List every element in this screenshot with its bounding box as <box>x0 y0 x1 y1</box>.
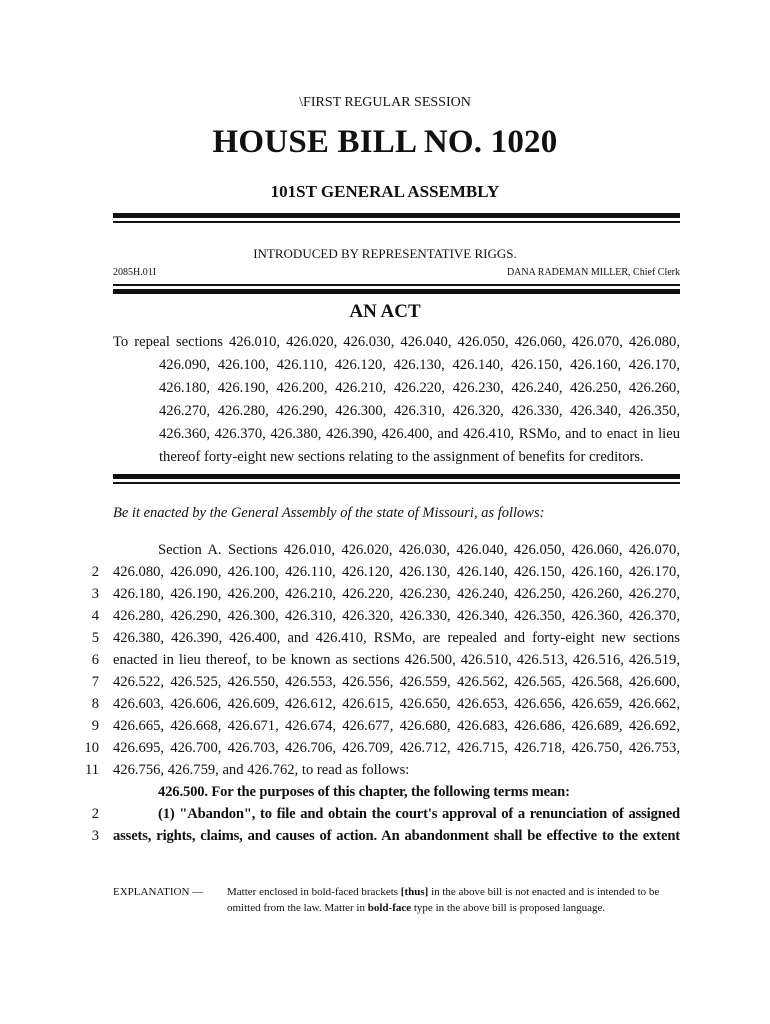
header-rule-thin <box>113 221 680 223</box>
meta-row <box>113 267 680 278</box>
line-text: 426.603, 426.606, 426.609, 426.612, 426.615, 426.650, 426.653, 426.656, 426.659, 426.662, <box>113 696 680 712</box>
bold-face-example: bold-face <box>367 902 412 914</box>
act-title <box>113 331 680 470</box>
line-number: 10 <box>84 740 99 756</box>
line-number: 4 <box>91 608 99 624</box>
enacting-clause: Be it enacted by the General Assembly of the state of Missouri, as follows: <box>113 505 545 521</box>
session-label: \FIRST REGULAR SESSION <box>299 95 471 110</box>
explanation-label: EXPLANATION — <box>113 886 204 898</box>
line-number: 5 <box>91 630 99 646</box>
act-title-line: 426.090, 426.100, 426.110, 426.120, 426.130, 426.140, 426.150, 426.160, 426.170, <box>159 357 680 374</box>
title-rule-thick <box>113 474 680 479</box>
meta-rule-thin <box>113 284 680 286</box>
line-text: 426.080, 426.090, 426.100, 426.110, 426.120, 426.130, 426.140, 426.150, 426.160, 426.170, <box>113 564 680 580</box>
bracket-example: [thus] <box>400 886 429 898</box>
explanation-part: in the above bill is not enacted and is intended to be omitted from the law. Matter in <box>227 886 660 914</box>
line-number: 3 <box>91 828 99 844</box>
line-text: 426.280, 426.290, 426.300, 426.310, 426.320, 426.330, 426.340, 426.350, 426.360, 426.370, <box>113 608 680 624</box>
act-title-line: thereof forty-eight new sections relating to the assignment of benefits for creditors. <box>159 449 644 466</box>
line-number: 3 <box>91 586 99 602</box>
header-rule-thick <box>113 213 680 218</box>
line-text: 426.665, 426.668, 426.671, 426.674, 426.677, 426.680, 426.683, 426.686, 426.689, 426.692, <box>113 718 680 734</box>
line-text: 426.695, 426.700, 426.703, 426.706, 426.709, 426.712, 426.715, 426.718, 426.750, 426.753, <box>113 740 680 756</box>
body-line <box>0 561 770 583</box>
body-line <box>0 583 770 605</box>
general-assembly: 101ST GENERAL ASSEMBLY <box>270 182 500 201</box>
bill-body <box>0 539 770 847</box>
act-title-line: 426.270, 426.280, 426.290, 426.300, 426.310, 426.320, 426.330, 426.340, 426.350, <box>159 403 680 420</box>
line-text: 426.522, 426.525, 426.550, 426.553, 426.556, 426.559, 426.562, 426.565, 426.568, 426.600, <box>113 674 680 690</box>
body-line <box>0 605 770 627</box>
line-number: 2 <box>91 564 99 580</box>
act-heading: AN ACT <box>349 301 421 322</box>
title-rule-thin <box>113 482 680 484</box>
section-heading: 426.500. For the purposes of this chapter, the following terms mean: <box>158 784 570 800</box>
chief-clerk: DANA RADEMAN MILLER, Chief Clerk <box>506 267 680 278</box>
body-line <box>0 671 770 693</box>
line-number: 11 <box>84 762 99 778</box>
explanation-text <box>227 884 680 916</box>
meta-rule-thick <box>113 289 680 294</box>
line-number: 2 <box>91 806 99 822</box>
bill-title: HOUSE BILL NO. 1020 <box>212 124 558 160</box>
line-text: Section A. Sections 426.010, 426.020, 426.030, 426.040, 426.050, 426.060, 426.070, <box>158 542 680 558</box>
body-line <box>0 627 770 649</box>
line-text: enacted in lieu thereof, to be known as sections 426.500, 426.510, 426.513, 426.516, 426.519, <box>113 652 680 668</box>
line-text: assets, rights, claims, and causes of action. An abandonment shall be effective to the extent <box>113 828 680 844</box>
body-line <box>0 539 770 561</box>
explanation-part: Matter enclosed in bold-faced brackets <box>227 886 401 898</box>
document-code: 2085H.01I <box>113 267 157 278</box>
act-title-line: 426.360, 426.370, 426.380, 426.390, 426.400, and 426.410, RSMo, and to enact in lieu <box>159 426 680 443</box>
line-text: (1) "Abandon", to file and obtain the court's approval of a renunciation of assigned <box>158 806 680 822</box>
introduced-by: INTRODUCED BY REPRESENTATIVE RIGGS. <box>253 246 517 261</box>
body-line <box>0 759 770 781</box>
line-text: 426.756, 426.759, and 426.762, to read as follows: <box>113 762 410 778</box>
explanation-part: type in the above bill is proposed language. <box>411 902 606 914</box>
body-line <box>0 803 770 825</box>
line-number: 8 <box>91 696 99 712</box>
body-line <box>0 825 770 847</box>
act-title-line: To repeal sections 426.010, 426.020, 426.030, 426.040, 426.050, 426.060, 426.070, 426.080, <box>113 334 680 350</box>
act-title-line: 426.180, 426.190, 426.200, 426.210, 426.220, 426.230, 426.240, 426.250, 426.260, <box>159 380 680 397</box>
body-line <box>0 715 770 737</box>
body-line <box>0 649 770 671</box>
line-number: 7 <box>91 674 99 690</box>
body-line <box>0 693 770 715</box>
line-text: 426.180, 426.190, 426.200, 426.210, 426.220, 426.230, 426.240, 426.250, 426.260, 426.270, <box>113 586 680 602</box>
body-line <box>0 737 770 759</box>
line-text: 426.380, 426.390, 426.400, and 426.410, RSMo, are repealed and forty-eight new sections <box>113 630 680 646</box>
line-number: 9 <box>91 718 99 734</box>
line-number: 6 <box>91 652 99 668</box>
body-line <box>0 781 770 803</box>
